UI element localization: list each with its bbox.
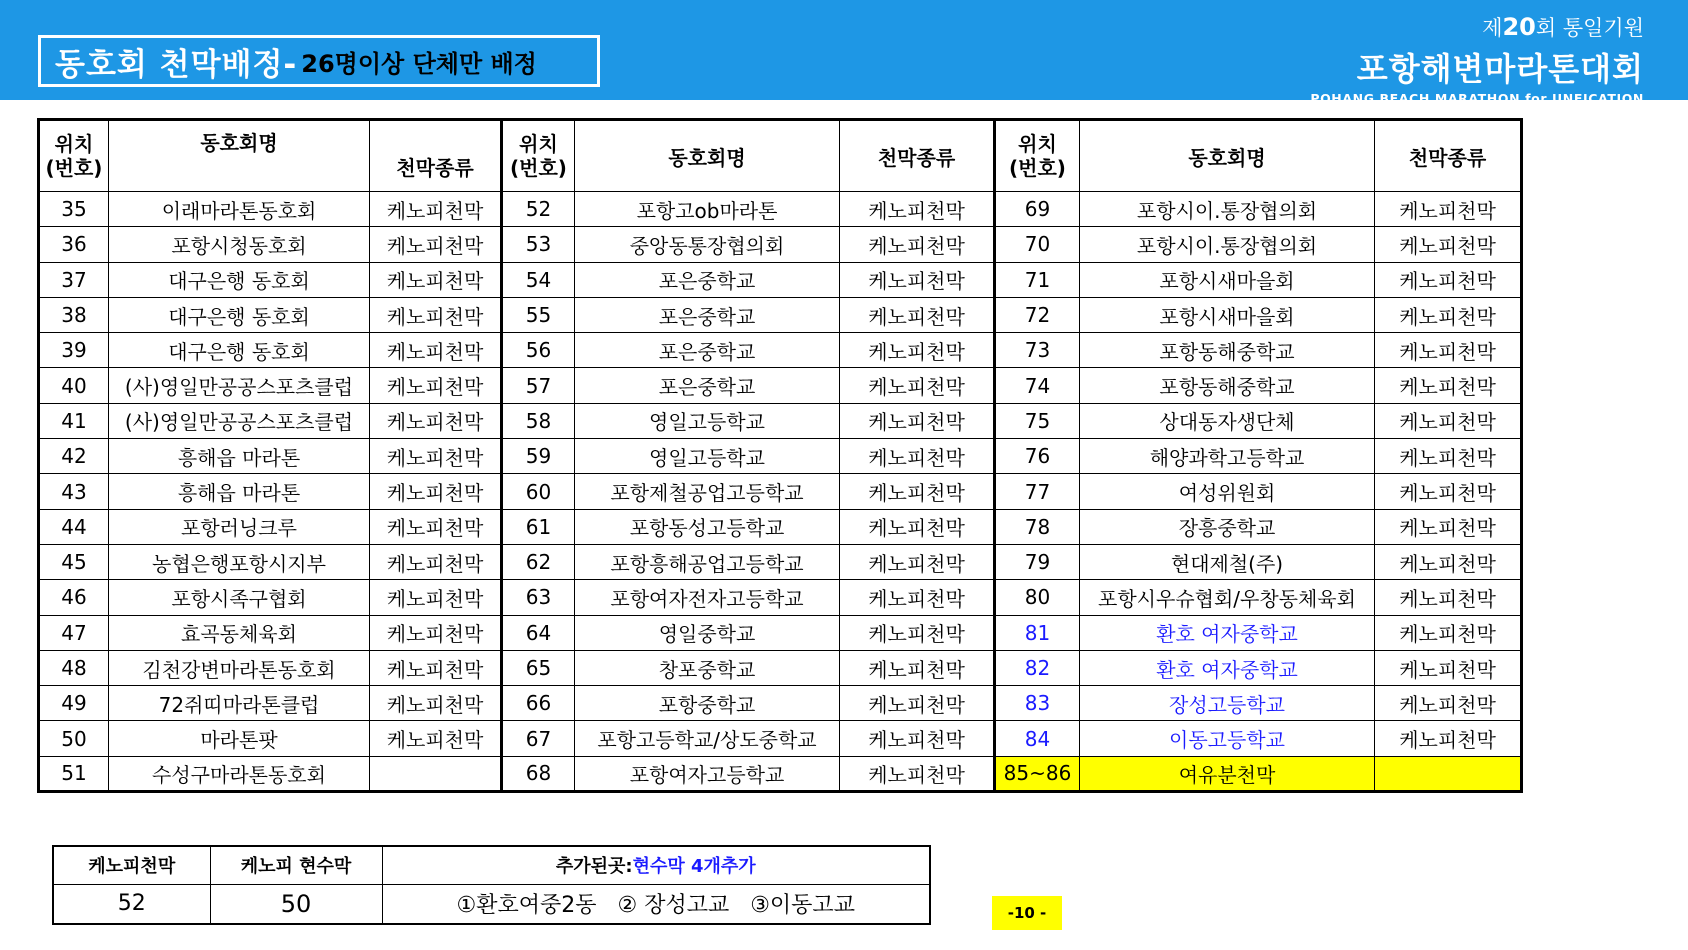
position-cell: 56	[502, 333, 575, 368]
club-name-cell: 포항러닝크루	[109, 509, 370, 544]
position-cell: 71	[995, 262, 1080, 297]
position-cell: 45	[39, 544, 109, 579]
club-name-cell: 장성고등학교	[1080, 686, 1375, 721]
tent-type-cell: 케노피천막	[370, 262, 502, 297]
position-cell: 46	[39, 580, 109, 615]
position-cell: 67	[502, 721, 575, 756]
table-row	[39, 227, 1522, 262]
club-name-cell: 포항시새마을회	[1080, 262, 1375, 297]
tent-type-cell: 케노피천막	[840, 580, 995, 615]
table-row	[39, 297, 1522, 332]
position-cell: 66	[502, 686, 575, 721]
position-cell: 55	[502, 297, 575, 332]
club-name-cell: 해양과학고등학교	[1080, 439, 1375, 474]
position-cell: 73	[995, 333, 1080, 368]
club-name-cell: 포항여자전자고등학교	[575, 580, 840, 615]
club-name-cell: 영일고등학교	[575, 439, 840, 474]
table-row	[39, 192, 1522, 227]
tent-type-cell: 케노피천막	[1375, 509, 1522, 544]
header-club: 동호회명	[1080, 120, 1375, 192]
position-cell: 82	[995, 650, 1080, 685]
tent-type-cell: 케노피천막	[840, 262, 995, 297]
header-tent-type: 천막종류	[1375, 120, 1522, 192]
header-tent-type: 천막종류	[840, 120, 995, 192]
summary-table	[52, 845, 931, 925]
tent-type-cell: 케노피천막	[840, 615, 995, 650]
summary-canopy-count: 52	[53, 884, 210, 924]
table-row	[39, 474, 1522, 509]
tent-type-cell: 케노피천막	[840, 544, 995, 579]
position-cell: 78	[995, 509, 1080, 544]
position-cell: 80	[995, 580, 1080, 615]
tent-type-cell: 케노피천막	[1375, 474, 1522, 509]
position-cell: 51	[39, 756, 109, 791]
tent-type-cell: 케노피천막	[840, 333, 995, 368]
table-header-row	[39, 120, 1522, 192]
club-name-cell: 중앙동통장협의회	[575, 227, 840, 262]
brand-edition-suffix: 회 통일기원	[1535, 16, 1644, 40]
header-position	[995, 120, 1080, 192]
position-cell: 65	[502, 650, 575, 685]
header-position-line1: 위치	[1018, 132, 1057, 156]
table-row	[39, 615, 1522, 650]
table-row	[39, 686, 1522, 721]
club-name-cell: 포항시족구협회	[109, 580, 370, 615]
position-cell: 83	[995, 686, 1080, 721]
tent-type-cell: 케노피천막	[1375, 297, 1522, 332]
position-cell: 76	[995, 439, 1080, 474]
club-name-cell: 장흥중학교	[1080, 509, 1375, 544]
table-row	[39, 368, 1522, 403]
tent-type-cell: 케노피천막	[840, 297, 995, 332]
table-row	[39, 262, 1522, 297]
club-name-cell: 김천강변마라톤동호회	[109, 650, 370, 685]
club-name-cell: 이래마라톤동호회	[109, 192, 370, 227]
position-cell: 35	[39, 192, 109, 227]
summary-header-banner: 케노피 현수막	[210, 846, 382, 884]
club-name-cell: 포항시이.통장협의회	[1080, 192, 1375, 227]
brand-name: 포항해변마라톤대회	[1356, 50, 1644, 88]
brand-edition-prefix: 제	[1482, 16, 1503, 40]
tent-type-cell: 케노피천막	[370, 580, 502, 615]
tent-type-cell: 케노피천막	[370, 650, 502, 685]
table-row	[39, 509, 1522, 544]
club-name-cell: 상대동자생단체	[1080, 403, 1375, 438]
club-name-cell: 포항시우슈협회/우창동체육회	[1080, 580, 1375, 615]
club-name-cell: 환호 여자중학교	[1080, 650, 1375, 685]
position-cell: 79	[995, 544, 1080, 579]
header-position-line2: (번호)	[45, 156, 103, 180]
brand-edition-number: 20	[1502, 13, 1536, 41]
position-cell: 68	[502, 756, 575, 791]
position-cell: 81	[995, 615, 1080, 650]
summary-header-added	[382, 846, 930, 884]
brand-english: POHANG BEACH MARATHON for UNFICATION	[1310, 91, 1644, 106]
table-row	[39, 650, 1522, 685]
position-cell: 43	[39, 474, 109, 509]
tent-assignment-table	[37, 118, 1523, 793]
position-cell: 63	[502, 580, 575, 615]
position-cell: 40	[39, 368, 109, 403]
tent-type-cell: 케노피천막	[840, 192, 995, 227]
header-position	[502, 120, 575, 192]
summary-added-locations: ①환호여중2동 ② 장성고교 ③이동고교	[382, 884, 930, 924]
header-position-line2: (번호)	[510, 156, 567, 180]
tent-type-cell: 케노피천막	[840, 686, 995, 721]
club-name-cell: 포항흥해공업고등학교	[575, 544, 840, 579]
position-cell: 61	[502, 509, 575, 544]
club-name-cell: 효곡동체육회	[109, 615, 370, 650]
tent-type-cell: 케노피천막	[840, 439, 995, 474]
tent-type-cell: 케노피천막	[1375, 650, 1522, 685]
club-name-cell: 포항동성고등학교	[575, 509, 840, 544]
tent-type-cell: 케노피천막	[840, 474, 995, 509]
tent-type-cell: 케노피천막	[840, 756, 995, 791]
table-row	[39, 580, 1522, 615]
tent-type-cell: 케노피천막	[370, 297, 502, 332]
position-cell: 57	[502, 368, 575, 403]
header-club: 동호회명	[575, 120, 840, 192]
tent-type-cell: 케노피천막	[370, 474, 502, 509]
club-name-cell: 영일고등학교	[575, 403, 840, 438]
tent-type-cell: 케노피천막	[1375, 721, 1522, 756]
club-name-cell: 여성위원회	[1080, 474, 1375, 509]
table-row	[39, 756, 1522, 791]
club-name-cell: 포항고ob마라톤	[575, 192, 840, 227]
club-name-cell: 포항여자고등학교	[575, 756, 840, 791]
club-name-cell: 포항시청동호회	[109, 227, 370, 262]
page-number: -10 -	[992, 896, 1062, 930]
position-cell: 37	[39, 262, 109, 297]
club-name-cell: 대구은행 동호회	[109, 333, 370, 368]
tent-type-cell: 케노피천막	[370, 439, 502, 474]
position-cell: 39	[39, 333, 109, 368]
tent-type-cell: 케노피천막	[1375, 192, 1522, 227]
tent-type-cell: 케노피천막	[1375, 262, 1522, 297]
tent-type-cell: 케노피천막	[1375, 580, 1522, 615]
club-name-cell: 포항고등학교/상도중학교	[575, 721, 840, 756]
tent-type-cell: 케노피천막	[840, 650, 995, 685]
club-name-cell: 포항동해중학교	[1080, 333, 1375, 368]
header-club: 동호회명	[109, 120, 370, 192]
header-banner	[0, 0, 1688, 106]
tent-type-cell: 케노피천막	[1375, 615, 1522, 650]
tent-type-cell: 케노피천막	[1375, 686, 1522, 721]
club-name-cell: 이동고등학교	[1080, 721, 1375, 756]
table-row	[39, 439, 1522, 474]
table-row	[39, 403, 1522, 438]
position-cell: 49	[39, 686, 109, 721]
tent-type-cell: 케노피천막	[1375, 368, 1522, 403]
club-name-cell: 포항동해중학교	[1080, 368, 1375, 403]
tent-type-cell: 케노피천막	[840, 403, 995, 438]
tent-type-cell: 케노피천막	[840, 227, 995, 262]
tent-type-cell	[1375, 756, 1522, 791]
club-name-cell: 마라톤팟	[109, 721, 370, 756]
header-tent-type: 천막종류	[370, 120, 502, 192]
tent-type-cell: 케노피천막	[370, 368, 502, 403]
position-cell: 47	[39, 615, 109, 650]
table-row	[39, 544, 1522, 579]
position-cell: 41	[39, 403, 109, 438]
position-cell: 54	[502, 262, 575, 297]
tent-type-cell: 케노피천막	[370, 509, 502, 544]
tent-type-cell: 케노피천막	[1375, 439, 1522, 474]
table-row	[39, 333, 1522, 368]
position-cell: 59	[502, 439, 575, 474]
header-position-line1: 위치	[519, 132, 558, 156]
club-name-cell: 72쥐띠마라톤클럽	[109, 686, 370, 721]
position-cell: 62	[502, 544, 575, 579]
club-name-cell: 포항중학교	[575, 686, 840, 721]
tent-type-cell: 케노피천막	[370, 192, 502, 227]
tent-type-cell: 케노피천막	[840, 509, 995, 544]
position-cell: 69	[995, 192, 1080, 227]
tent-type-cell: 케노피천막	[1375, 333, 1522, 368]
tent-type-cell: 케노피천막	[1375, 403, 1522, 438]
position-cell: 60	[502, 474, 575, 509]
club-name-cell: 수성구마라톤동호회	[109, 756, 370, 791]
position-cell: 53	[502, 227, 575, 262]
summary-added-highlight: 현수막 4개추가	[632, 856, 756, 878]
tent-type-cell: 케노피천막	[1375, 227, 1522, 262]
club-name-cell: 포은중학교	[575, 333, 840, 368]
position-cell: 85~86	[995, 756, 1080, 791]
tent-type-cell	[370, 756, 502, 791]
club-name-cell: 포항시새마을회	[1080, 297, 1375, 332]
club-name-cell: 농협은행포항시지부	[109, 544, 370, 579]
table-row	[39, 721, 1522, 756]
club-name-cell: 흥해읍 마라톤	[109, 439, 370, 474]
club-name-cell: 포은중학교	[575, 297, 840, 332]
page-title-sub: 26명이상 단체만 배정	[301, 49, 537, 78]
club-name-cell: (사)영일만공공스포츠클럽	[109, 368, 370, 403]
summary-banner-count: 50	[210, 884, 382, 924]
page-title-main: 동호회 천막배정-	[55, 46, 298, 83]
position-cell: 75	[995, 403, 1080, 438]
position-cell: 64	[502, 615, 575, 650]
club-name-cell: 현대제철(주)	[1080, 544, 1375, 579]
club-name-cell: 흥해읍 마라톤	[109, 474, 370, 509]
position-cell: 72	[995, 297, 1080, 332]
header-position-line1: 위치	[54, 132, 94, 156]
club-name-cell: 환호 여자중학교	[1080, 615, 1375, 650]
club-name-cell: (사)영일만공공스포츠클럽	[109, 403, 370, 438]
position-cell: 58	[502, 403, 575, 438]
club-name-cell: 포은중학교	[575, 262, 840, 297]
club-name-cell: 포항시이.통장협의회	[1080, 227, 1375, 262]
summary-header-row	[53, 846, 930, 884]
tent-type-cell: 케노피천막	[840, 721, 995, 756]
summary-header-canopy: 케노피천막	[53, 846, 210, 884]
tent-type-cell: 케노피천막	[370, 686, 502, 721]
position-cell: 48	[39, 650, 109, 685]
tent-type-cell: 케노피천막	[370, 721, 502, 756]
event-brand	[1310, 12, 1644, 106]
position-cell: 42	[39, 439, 109, 474]
summary-added-prefix: 추가된곳:	[555, 856, 633, 878]
summary-value-row	[53, 884, 930, 924]
tent-type-cell: 케노피천막	[370, 227, 502, 262]
club-name-cell: 대구은행 동호회	[109, 297, 370, 332]
position-cell: 84	[995, 721, 1080, 756]
page-title	[38, 35, 600, 87]
club-name-cell: 대구은행 동호회	[109, 262, 370, 297]
position-cell: 52	[502, 192, 575, 227]
position-cell: 74	[995, 368, 1080, 403]
club-name-cell: 영일중학교	[575, 615, 840, 650]
position-cell: 38	[39, 297, 109, 332]
club-name-cell: 여유분천막	[1080, 756, 1375, 791]
header-position	[39, 120, 109, 192]
brand-edition	[1310, 12, 1644, 42]
tent-type-cell: 케노피천막	[370, 615, 502, 650]
tent-type-cell: 케노피천막	[370, 333, 502, 368]
club-name-cell: 포은중학교	[575, 368, 840, 403]
tent-type-cell: 케노피천막	[370, 403, 502, 438]
club-name-cell: 포항제철공업고등학교	[575, 474, 840, 509]
tent-type-cell: 케노피천막	[370, 544, 502, 579]
position-cell: 36	[39, 227, 109, 262]
position-cell: 44	[39, 509, 109, 544]
header-position-line2: (번호)	[1009, 156, 1066, 180]
tent-type-cell: 케노피천막	[840, 368, 995, 403]
position-cell: 70	[995, 227, 1080, 262]
position-cell: 50	[39, 721, 109, 756]
club-name-cell: 창포중학교	[575, 650, 840, 685]
tent-type-cell: 케노피천막	[1375, 544, 1522, 579]
position-cell: 77	[995, 474, 1080, 509]
